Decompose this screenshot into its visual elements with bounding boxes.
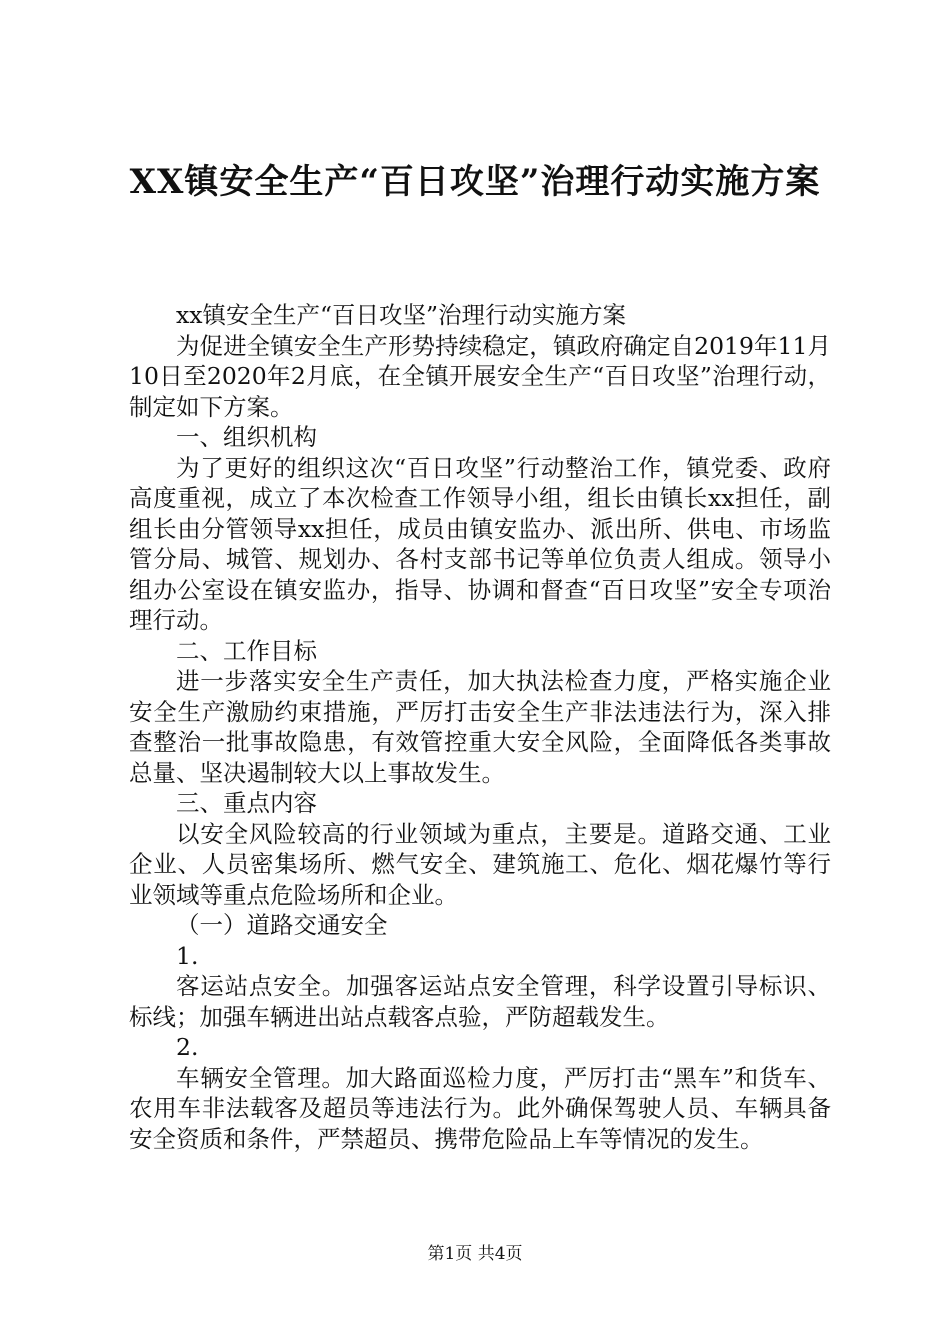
intro-paragraph: 为促进全镇安全生产形势持续稳定，镇政府确定自2019年11月10日至2020年2月底，在全镇开展安全生产“百日攻坚”治理行动，制定如下方案。 xyxy=(129,331,831,421)
document-body xyxy=(129,300,831,1154)
section-heading-key-content: 三、重点内容 xyxy=(176,789,317,817)
vehicle-management-paragraph: 车辆安全管理。加大路面巡检力度，严厉打击“黑车”和货车、农用车非法载客及超员等违法行为。此外确保驾驶人员、车辆具备安全资质和条件，严禁超员、携带危险品上车等情况的发生。 xyxy=(129,1063,831,1153)
key-content-paragraph: 以安全风险较高的行业领域为重点，主要是。道路交通、工业企业、人员密集场所、燃气安全、建筑施工、危化、烟花爆竹等行业领域等重点危险场所和企业。 xyxy=(129,819,831,909)
section-heading-organization: 一、组织机构 xyxy=(176,423,317,451)
subsection-heading-road-traffic: （一）道路交通安全 xyxy=(176,911,388,939)
organization-paragraph: 为了更好的组织这次“百日攻坚”行动整治工作，镇党委、政府高度重视，成立了本次检查工作领导小组，组长由镇长xx担任，副组长由分管领导xx担任，成员由镇安监办、派出所、供电、市场监管分局、城管、规划办、各村支部书记等单位负责人组成。领导小组办公室设在镇安监办，指导、协调和督查“百日攻坚”安全专项治理行动。 xyxy=(129,453,831,634)
list-number-1: 1. xyxy=(176,941,199,970)
goals-paragraph: 进一步落实安全生产责任，加大执法检查力度，严格实施企业安全生产激励约束措施，严厉打击安全生产非法违法行为，深入排查整治一批事故隐患，有效管控重大安全风险，全面降低各类事故总量、坚决遏制较大以上事故发生。 xyxy=(129,667,831,787)
section-heading-goals: 二、工作目标 xyxy=(176,636,317,665)
page-footer: 第1页 共4页 xyxy=(427,1244,523,1264)
document-title: XX镇安全生产“百日攻坚”治理行动实施方案 xyxy=(129,162,821,202)
passenger-station-paragraph: 客运站点安全。加强客运站点安全管理，科学设置引导标识、标线；加强车辆进出站点载客点验，严防超载发生。 xyxy=(129,972,831,1031)
doc-subtitle: xx镇安全生产“百日攻坚”治理行动实施方案 xyxy=(176,301,627,329)
list-number-2: 2. xyxy=(176,1033,199,1061)
